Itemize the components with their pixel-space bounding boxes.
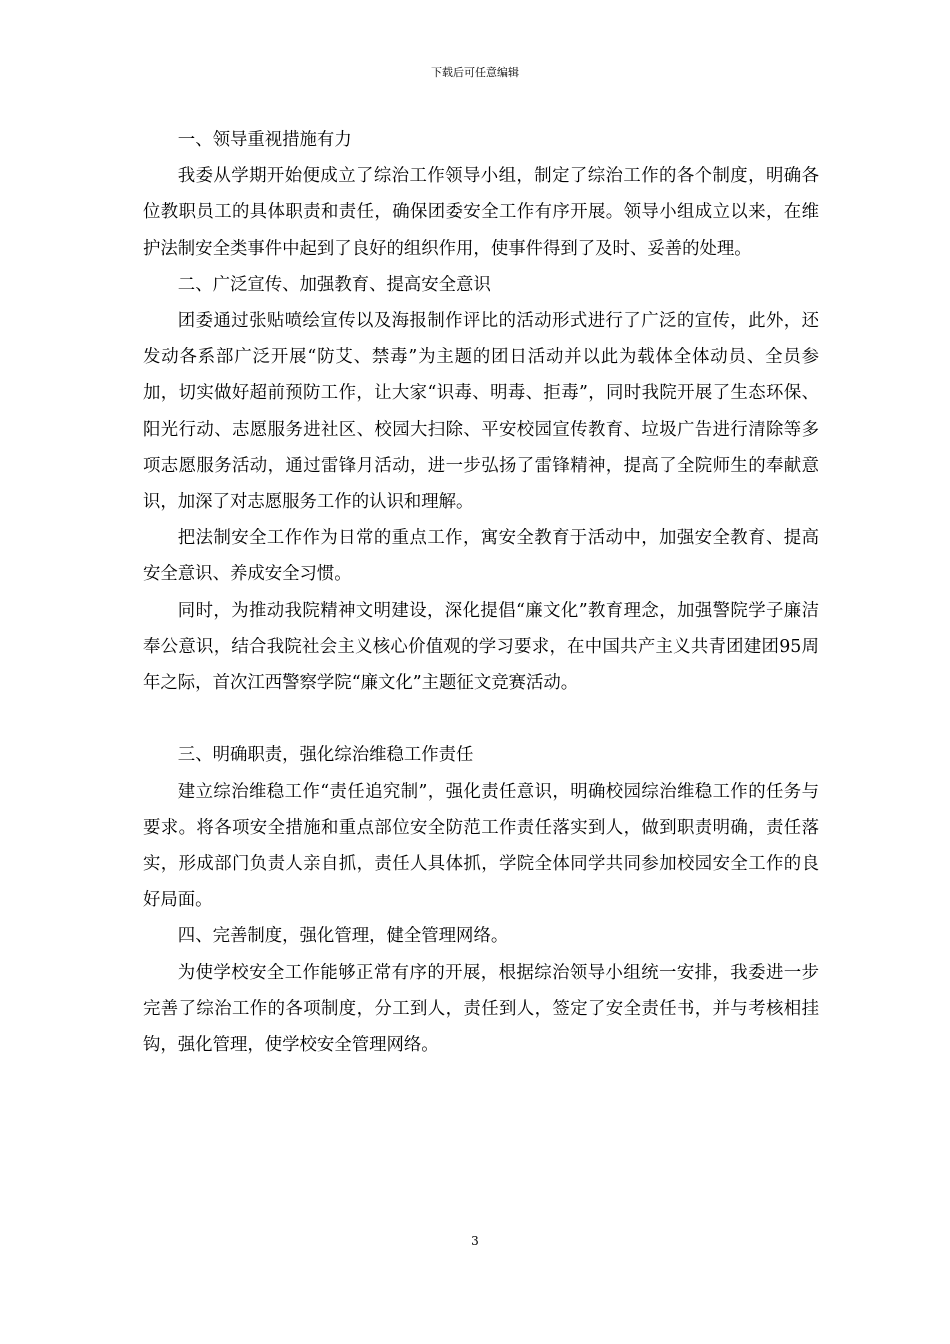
page-header: 下载后可任意编辑 xyxy=(431,66,519,79)
paragraph: 同时，为推动我院精神文明建设，深化提倡“廉文化”教育理念，加强警院学子廉洁奉公意识，结合我院社会主义核心价值观的学习要求，在中国共产主义共青团建团95周年之际，首次江西警察学院“廉文化”主题征文竞赛活动。 xyxy=(143,600,819,694)
page-number: 3 xyxy=(471,1234,479,1248)
section-heading-3: 三、明确职责，强化综治维稳工作责任 xyxy=(177,745,474,766)
document-body xyxy=(143,122,819,1063)
section-heading-1: 一、领导重视措施有力 xyxy=(177,130,352,150)
section-heading-2: 二、广泛宣传、加强教育、提高安全意识 xyxy=(177,274,491,295)
section-heading-4: 四、完善制度，强化管理，健全管理网络。 xyxy=(177,926,509,947)
paragraph: 为使学校安全工作能够正常有序的开展，根据综治领导小组统一安排，我委进一步完善了综治工作的各项制度，分工到人，责任到人，签定了安全责任书，并与考核相挂钩，强化管理，使学校安全管理网络。 xyxy=(143,962,819,1056)
paragraph: 我委从学期开始便成立了综治工作领导小组，制定了综治工作的各个制度，明确各位教职员工的具体职责和责任，确保团委安全工作有序开展。领导小组成立以来，在维护法制安全类事件中起到了良好的组织作用，使事件得到了及时、妥善的处理。 xyxy=(143,166,819,259)
paragraph: 团委通过张贴喷绘宣传以及海报制作评比的活动形式进行了广泛的宣传，此外，还发动各系部广泛开展“防艾、禁毒”为主题的团日活动并以此为载体全体动员、全员参加，切实做好超前预防工作，让大家“识毒、明毒、拒毒”，同时我院开展了生态环保、阳光行动、志愿服务进社区、校园大扫除、平安校园宣传教育、垃圾广告进行清除等多项志愿服务活动，通过雷锋月活动，进一步弘扬了雷锋精神，提高了全院师生的奉献意识，加深了对志愿服务工作的认识和理解。 xyxy=(143,311,819,513)
paragraph: 把法制安全工作作为日常的重点工作，寓安全教育于活动中，加强安全教育、提高安全意识、养成安全习惯。 xyxy=(143,528,819,585)
blank-line xyxy=(143,701,819,737)
paragraph: 建立综治维稳工作“责任追究制”，强化责任意识，明确校园综治维稳工作的任务与要求。将各项安全措施和重点部位安全防范工作责任落实到人，做到职责明确，责任落实，形成部门负责人亲自抓，责任人具体抓，学院全体同学共同参加校园安全工作的良好局面。 xyxy=(143,781,819,911)
